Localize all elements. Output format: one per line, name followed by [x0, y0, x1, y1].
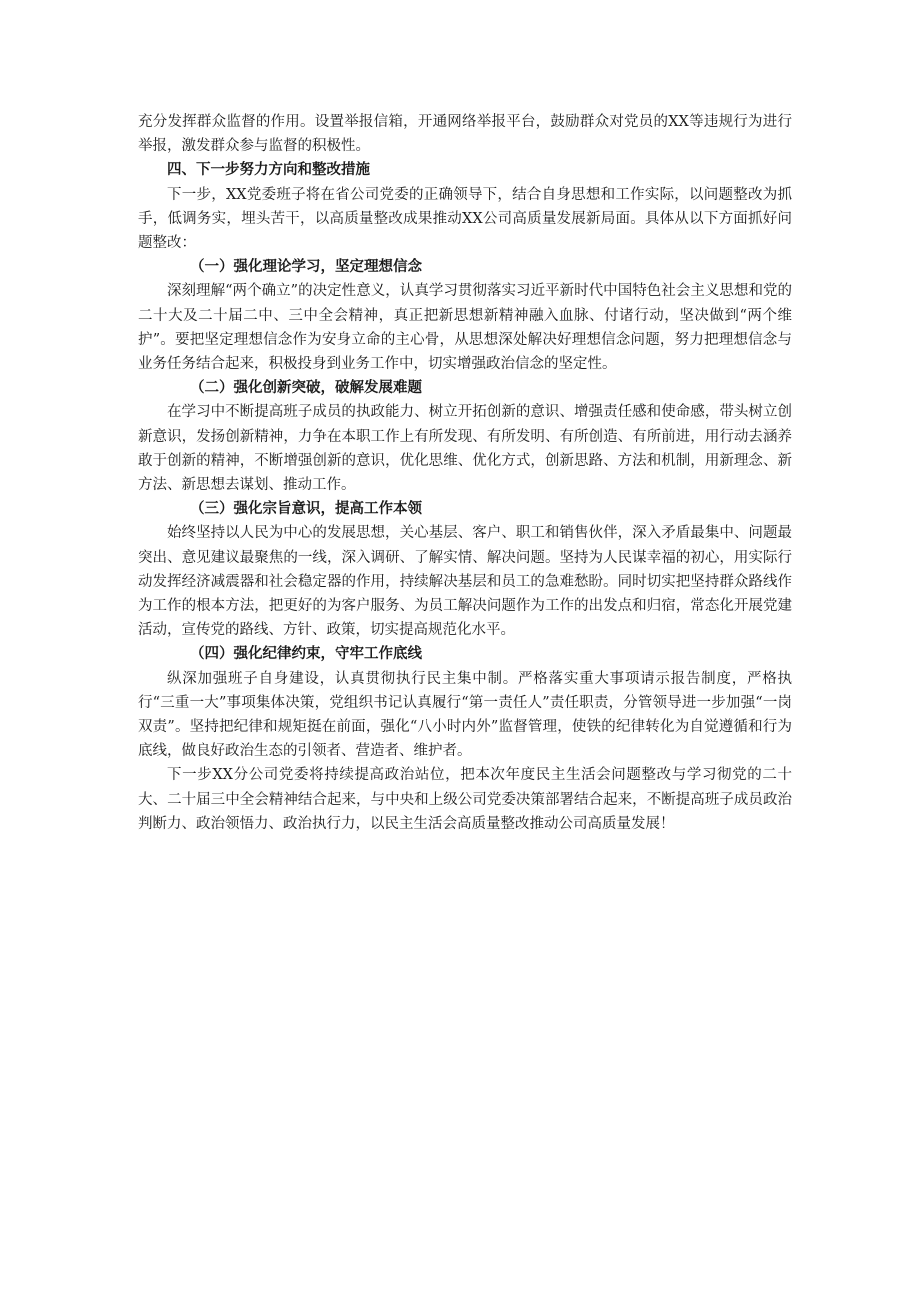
- subsection-heading-3: （三）强化宗旨意识，提高工作本领: [190, 501, 422, 518]
- subsection-body-1: 深刻理解“两个确立”的决定性意义，认真学习贯彻落实习近平新时代中国特色社会主义思想和党的二十大及二十届二中、三中全会精神，真正把新思想新精神融入血脉、付诸行动，坚决做到“两个维护”。要把坚定理想信念作为安身立命的主心骨，从思想深处解决好理想信念问题，努力把理想信念与业务任务结合起来，积极投身到业务工作中，切实增强政治信念的坚定性。: [138, 283, 792, 373]
- subsection-heading-4: （四）强化纪律约束，守牢工作底线: [190, 646, 422, 663]
- subsection-body-2: 在学习中不断提高班子成员的执政能力、树立开拓创新的意识、增强责任感和使命感，带头树立创新意识，发扬创新精神，力争在本职工作上有所发现、有所发明、有所创造、有所前进，用行动去涵养敢于创新的精神，不断增强创新的意识，优化思维、优化方式，创新思路、方法和机制，用新理念、新方法、新思想去谋划、推动工作。: [138, 404, 792, 494]
- intro-paragraph: 充分发挥群众监督的作用。设置举报信箱，开通网络举报平台，鼓励群众对党员的XX等违规行为进行举报，激发群众参与监督的积极性。: [138, 114, 792, 155]
- document-page: [138, 110, 792, 836]
- subsection-heading-1: （一）强化理论学习，坚定理想信念: [190, 259, 422, 276]
- closing-paragraph: 下一步XX分公司党委将持续提高政治站位，把本次年度民主生活会问题整改与学习彻党的二十大、二十届三中全会精神结合起来，与中央和上级公司党委决策部署结合起来，不断提高班子成员政治判断力、政治领悟力、政治执行力，以民主生活会高质量整改推动公司高质量发展！: [138, 767, 792, 832]
- section-intro-paragraph: 下一步，XX党委班子将在省公司党委的正确领导下，结合自身思想和工作实际，以问题整改为抓手，低调务实，埋头苦干，以高质量整改成果推动XX公司高质量发展新局面。具体从以下方面抓好问题整改：: [138, 186, 792, 252]
- subsection-body-3: 始终坚持以人民为中心的发展思想，关心基层、客户、职工和销售伙伴，深入矛盾最集中、问题最突出、意见建议最聚焦的一线，深入调研、了解实情、解决问题。坚持为人民谋幸福的初心，用实际行动发挥经济减震器和社会稳定器的作用，持续解决基层和员工的急难愁盼。同时切实把坚持群众路线作为工作的根本方法，把更好的为客户服务、为员工解决问题作为工作的出发点和归宿，常态化开展党建活动，宣传党的路线、方针、政策，切实提高规范化水平。: [138, 525, 792, 639]
- subsection-body-4: 纵深加强班子自身建设，认真贯彻执行民主集中制。严格落实重大事项请示报告制度，严格执行“三重一大”事项集体决策，党组织书记认真履行“第一责任人”责任职责，分管领导进一步加强“一岗双责”。坚持把纪律和规矩挺在前面，强化“八小时内外”监督管理，使铁的纪律转化为自觉遵循和行为底线，做良好政治生态的引领者、营造者、维护者。: [138, 670, 792, 760]
- subsection-heading-2: （二）强化创新突破，破解发展难题: [190, 380, 422, 397]
- section-heading: 四、下一步努力方向和整改措施: [167, 162, 370, 179]
